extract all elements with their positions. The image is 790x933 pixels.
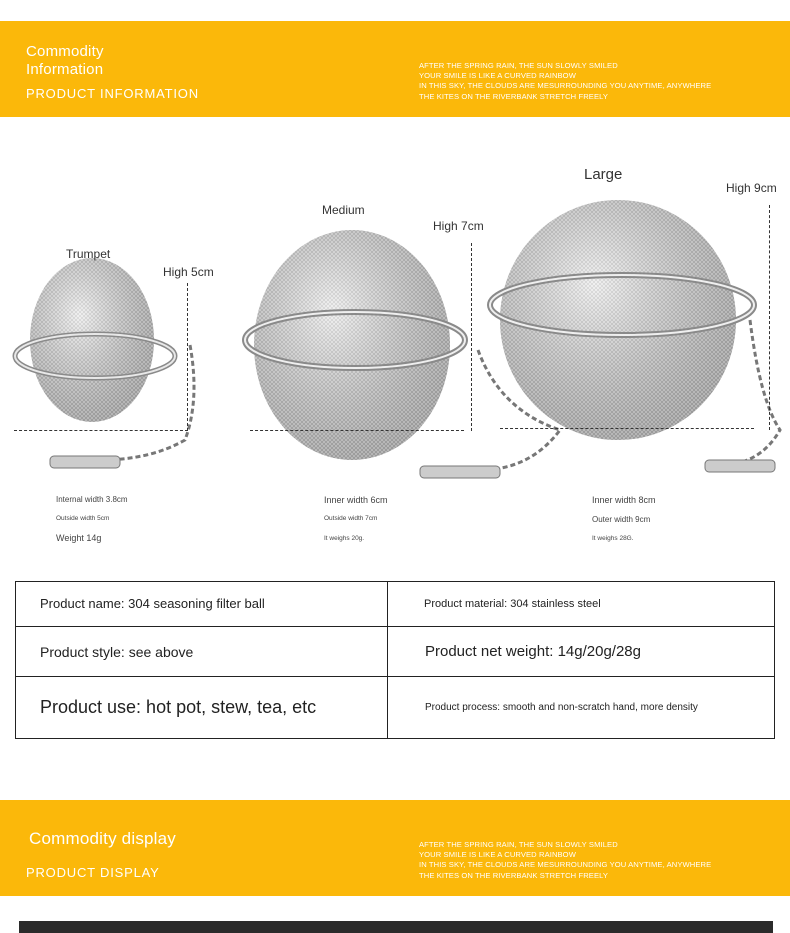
product-material-cell: Product material: 304 stainless steel xyxy=(388,582,775,627)
large-size-name: Large xyxy=(584,166,623,183)
table-row xyxy=(16,626,775,676)
poem-line: THE KITES ON THE RIVERBANK STRETCH FREELY xyxy=(419,91,609,101)
banner-title: Commodity display xyxy=(29,829,177,848)
large-outside-spec: Outer width 9cm xyxy=(592,515,651,524)
filter-balls-illustration xyxy=(0,140,790,500)
poem-line: YOUR SMILE IS LIKE A CURVED RAINBOW xyxy=(419,850,576,860)
commodity-information-banner xyxy=(0,21,790,117)
small-outside-spec: Outside width 5cm xyxy=(56,515,110,522)
medium-outside-spec: Outside width 7cm xyxy=(324,515,378,522)
medium-size-name: Medium xyxy=(322,203,365,217)
product-display-photo xyxy=(19,921,773,933)
poem-line: THE KITES ON THE RIVERBANK STRETCH FREELY xyxy=(419,870,609,880)
medium-height-label: High 7cm xyxy=(433,219,484,233)
product-name-cell: Product name: 304 seasoning filter ball xyxy=(16,582,388,627)
poem-line: AFTER THE SPRING RAIN, THE SUN SLOWLY SMILED xyxy=(419,61,618,70)
product-net-weight-cell: Product net weight: 14g/20g/28g xyxy=(388,626,775,676)
large-height-line xyxy=(769,205,770,430)
large-width-spec: Inner width 8cm xyxy=(592,495,656,505)
medium-weight-spec: It weighs 20g. xyxy=(324,535,365,542)
commodity-display-banner xyxy=(0,800,790,896)
product-process-cell: Product process: smooth and non-scratch hand, more density xyxy=(388,677,775,739)
table-row xyxy=(16,582,775,627)
small-weight-spec: Weight 14g xyxy=(56,533,102,543)
poem-line: IN THIS SKY, THE CLOUDS ARE MESURROUNDING YOU ANYTIME, ANYWHERE xyxy=(419,81,712,91)
medium-width-spec: Inner width 6cm xyxy=(324,495,388,505)
small-height-line xyxy=(187,283,188,431)
product-info-table xyxy=(15,581,775,739)
poem-line: AFTER THE SPRING RAIN, THE SUN SLOWLY SMILED xyxy=(419,840,618,849)
small-width-spec: Internal width 3.8cm xyxy=(56,495,128,504)
small-base-line xyxy=(14,430,188,431)
poem-line: YOUR SMILE IS LIKE A CURVED RAINBOW xyxy=(419,71,576,81)
product-style-cell: Product style: see above xyxy=(16,626,388,676)
table-row xyxy=(16,677,775,739)
medium-base-line xyxy=(250,430,464,431)
large-height-label: High 9cm xyxy=(726,181,777,195)
banner-subtitle: PRODUCT DISPLAY xyxy=(26,865,160,880)
large-base-line xyxy=(500,428,754,429)
banner-subtitle: PRODUCT INFORMATION xyxy=(26,86,199,101)
banner-poem xyxy=(419,840,711,881)
small-size-name: Trumpet xyxy=(66,247,111,261)
large-filter-ball-image xyxy=(490,200,780,472)
poem-line: IN THIS SKY, THE CLOUDS ARE MESURROUNDING YOU ANYTIME, ANYWHERE xyxy=(419,860,712,870)
medium-height-line xyxy=(471,243,472,431)
banner-poem xyxy=(419,61,711,102)
product-use-cell: Product use: hot pot, stew, tea, etc xyxy=(16,677,388,739)
small-height-label: High 5cm xyxy=(163,265,214,279)
large-weight-spec: It weighs 28G. xyxy=(592,535,634,542)
small-filter-ball-image xyxy=(15,258,194,468)
banner-title: Commodity Information xyxy=(26,43,104,78)
